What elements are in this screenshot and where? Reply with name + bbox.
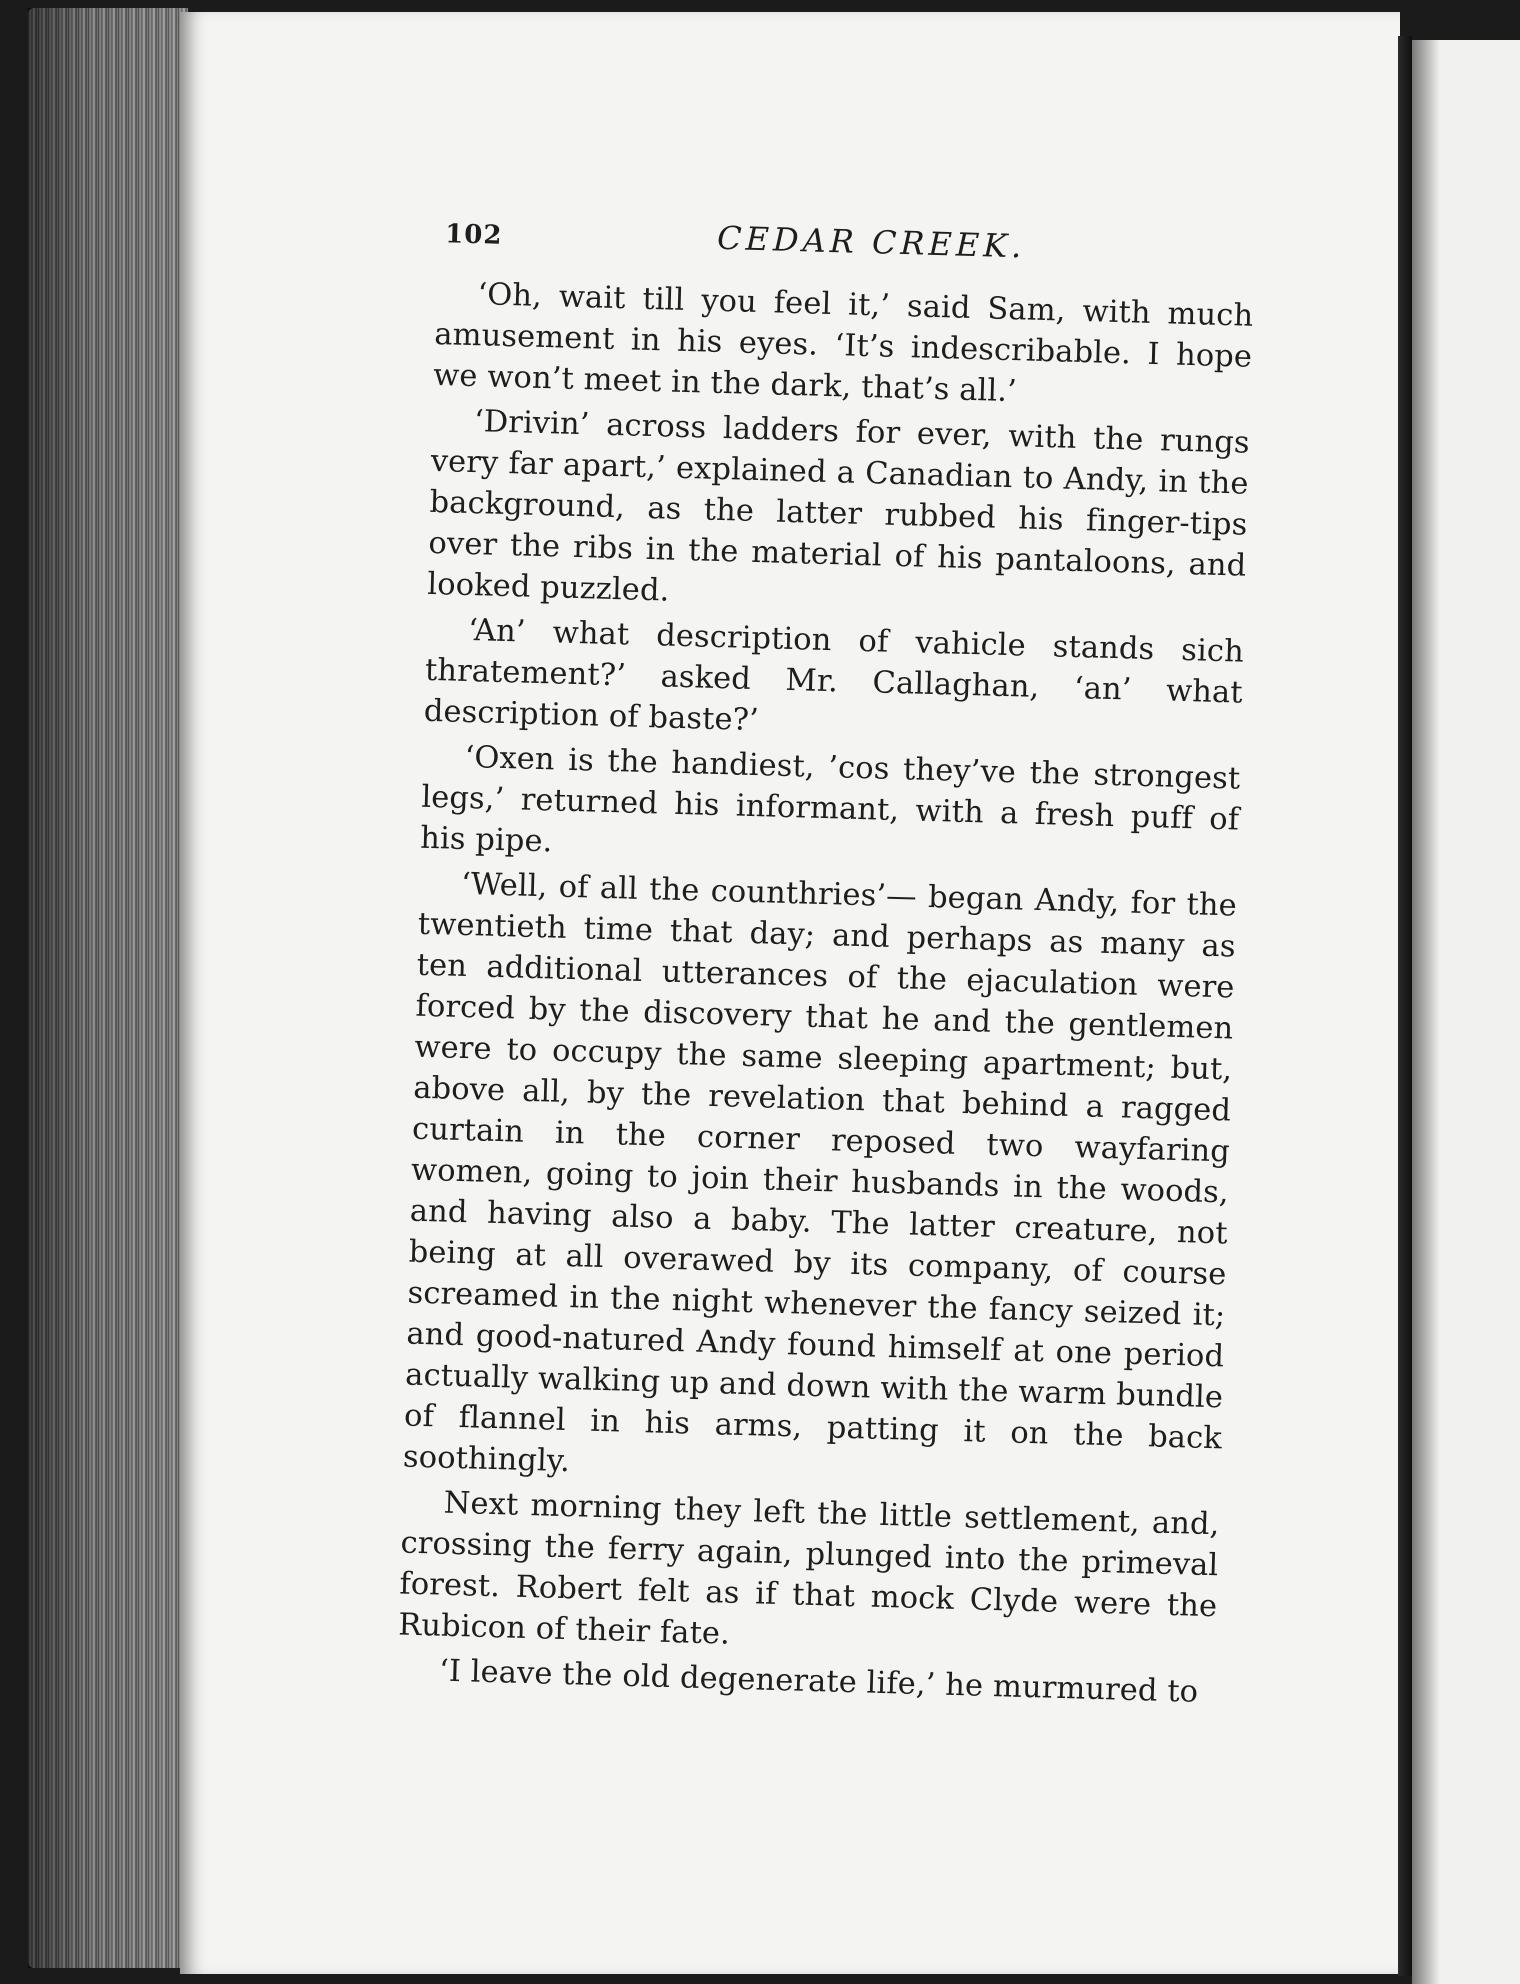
page-text-block [396,205,1255,1717]
paragraph: ‘Oh, wait till you feel it,’ said Sam, with much amusement in his eyes. ‘It’s indescribable. I hope we won’t meet in the dark, that’s all.’ [432,277,1254,410]
paragraph: ‘Drivin’ across ladders for ever, with the rungs very far apart,’ explained a Canadian to Andy, in the background, as the latter rubbed his finger-tips over the ribs in the material of his pantaloons, and looked puzzled. [426,404,1251,609]
paragraph: Next morning they left the little settlement, and, crossing the ferry again, plunged into the primeval forest. Robert felt as if that mock Clyde were the Rubicon of their fate. [397,1485,1220,1652]
paragraph: ‘Oxen is the handiest, ’cos they’ve the strongest legs,’ returned his informant, with a fresh puff of his pipe. [419,739,1241,860]
facing-page-shadow [1412,40,1440,1984]
running-title: CEDAR CREEK. [716,218,1026,266]
book-page-edges [28,8,188,1968]
gutter-shadow [1398,36,1412,1976]
paragraph: ‘I leave the old degenerate life,’ he murmured to [438,1653,1199,1710]
paragraph: ‘An’ what description of vahicle stands sich thratement?’ asked Mr. Callaghan, ‘an’ what description of baste?’ [423,613,1245,739]
paragraph: ‘Well, of all the counthries’— began Andy, for the twentieth time that day; and perhaps as many as ten additional utterances of the ejaculation were forced by the discovery that he and the gentlemen were to occupy the same sleeping apartment; but, above all, by the revelation that behind a ragged curtain in the corner reposed two wayfaring women, going to join their husbands in the woods, and having also a baby. The latter creature, not being at all overawed by its company, of course screamed in the night whenever the fancy seized it; and good-natured Andy found himself at one period actually walking up and down with the warm bundle of flannel in his arms, patting it on the back soothingly. [402,866,1238,1480]
page-number: 102 [444,219,503,251]
